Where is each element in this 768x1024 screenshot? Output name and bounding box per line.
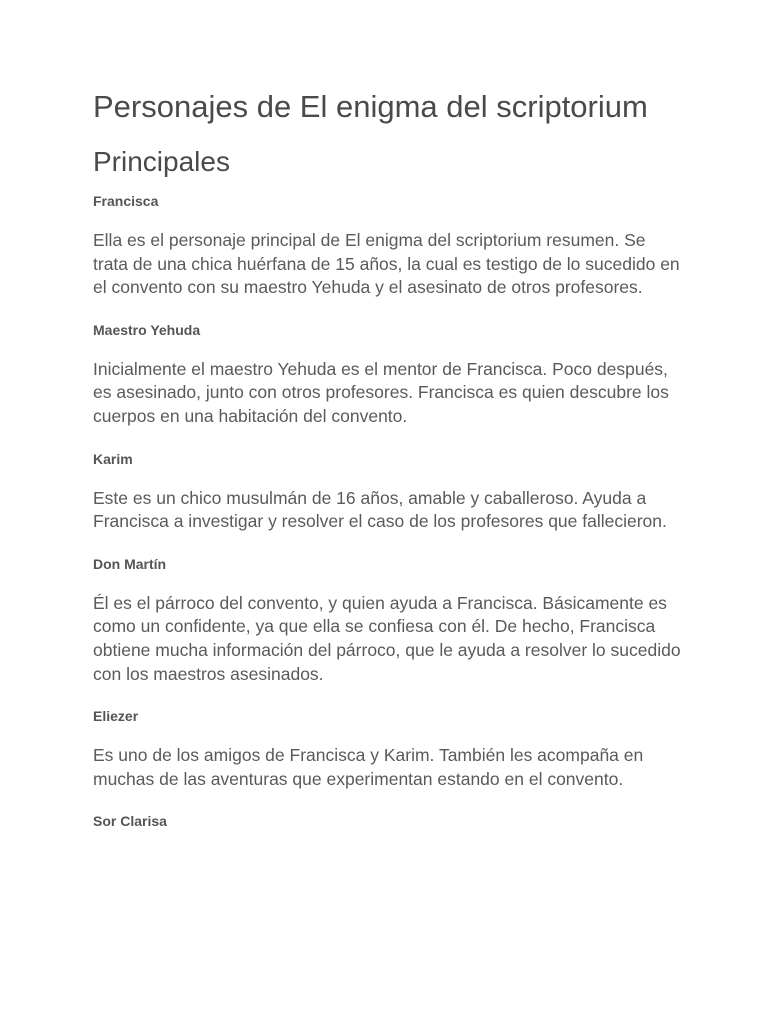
- character-description: Él es el párroco del convento, y quien ayuda a Francisca. Básicamente es como un confidente, ya que ella se confiesa con él. De hecho, Francisca obtiene mucha información del párroco, que le ayuda a resolver lo sucedido con los maestros asesinados.: [93, 592, 681, 684]
- character-description: Ella es el personaje principal de El enigma del scriptorium resumen. Se trata de una chica huérfana de 15 años, la cual es testigo de lo sucedido en el convento con su maestro Yehuda y el asesinato de otros profesores.: [93, 230, 680, 298]
- character-entry: [93, 449, 683, 534]
- page-title: Personajes de El enigma del scriptorium: [93, 89, 648, 124]
- character-entry: [93, 320, 683, 429]
- character-entry: [93, 706, 683, 791]
- character-name: Karim: [93, 450, 133, 467]
- character-name: Maestro Yehuda: [93, 321, 201, 338]
- document-page: [93, 84, 683, 831]
- character-entry: [93, 191, 683, 300]
- character-name: Francisca: [93, 193, 159, 209]
- character-description: Inicialmente el maestro Yehuda es el mentor de Francisca. Poco después, es asesinado, junto con otros profesores. Francisca es quien descubre los cuerpos en una habitación del convento.: [93, 358, 669, 426]
- character-description: Es uno de los amigos de Francisca y Karim. También les acompaña en muchas de las aventuras que experimentan estando en el convento.: [93, 745, 644, 789]
- character-entry: [93, 811, 683, 831]
- character-entry: [93, 554, 683, 686]
- character-name: Sor Clarisa: [93, 813, 167, 830]
- section-heading: Principales: [93, 146, 230, 177]
- character-name: Eliezer: [93, 708, 139, 725]
- character-name: Don Martín: [93, 555, 167, 572]
- character-description: Este es un chico musulmán de 16 años, amable y caballeroso. Ayuda a Francisca a investigar y resolver el caso de los profesores que fallecieron.: [93, 487, 667, 532]
